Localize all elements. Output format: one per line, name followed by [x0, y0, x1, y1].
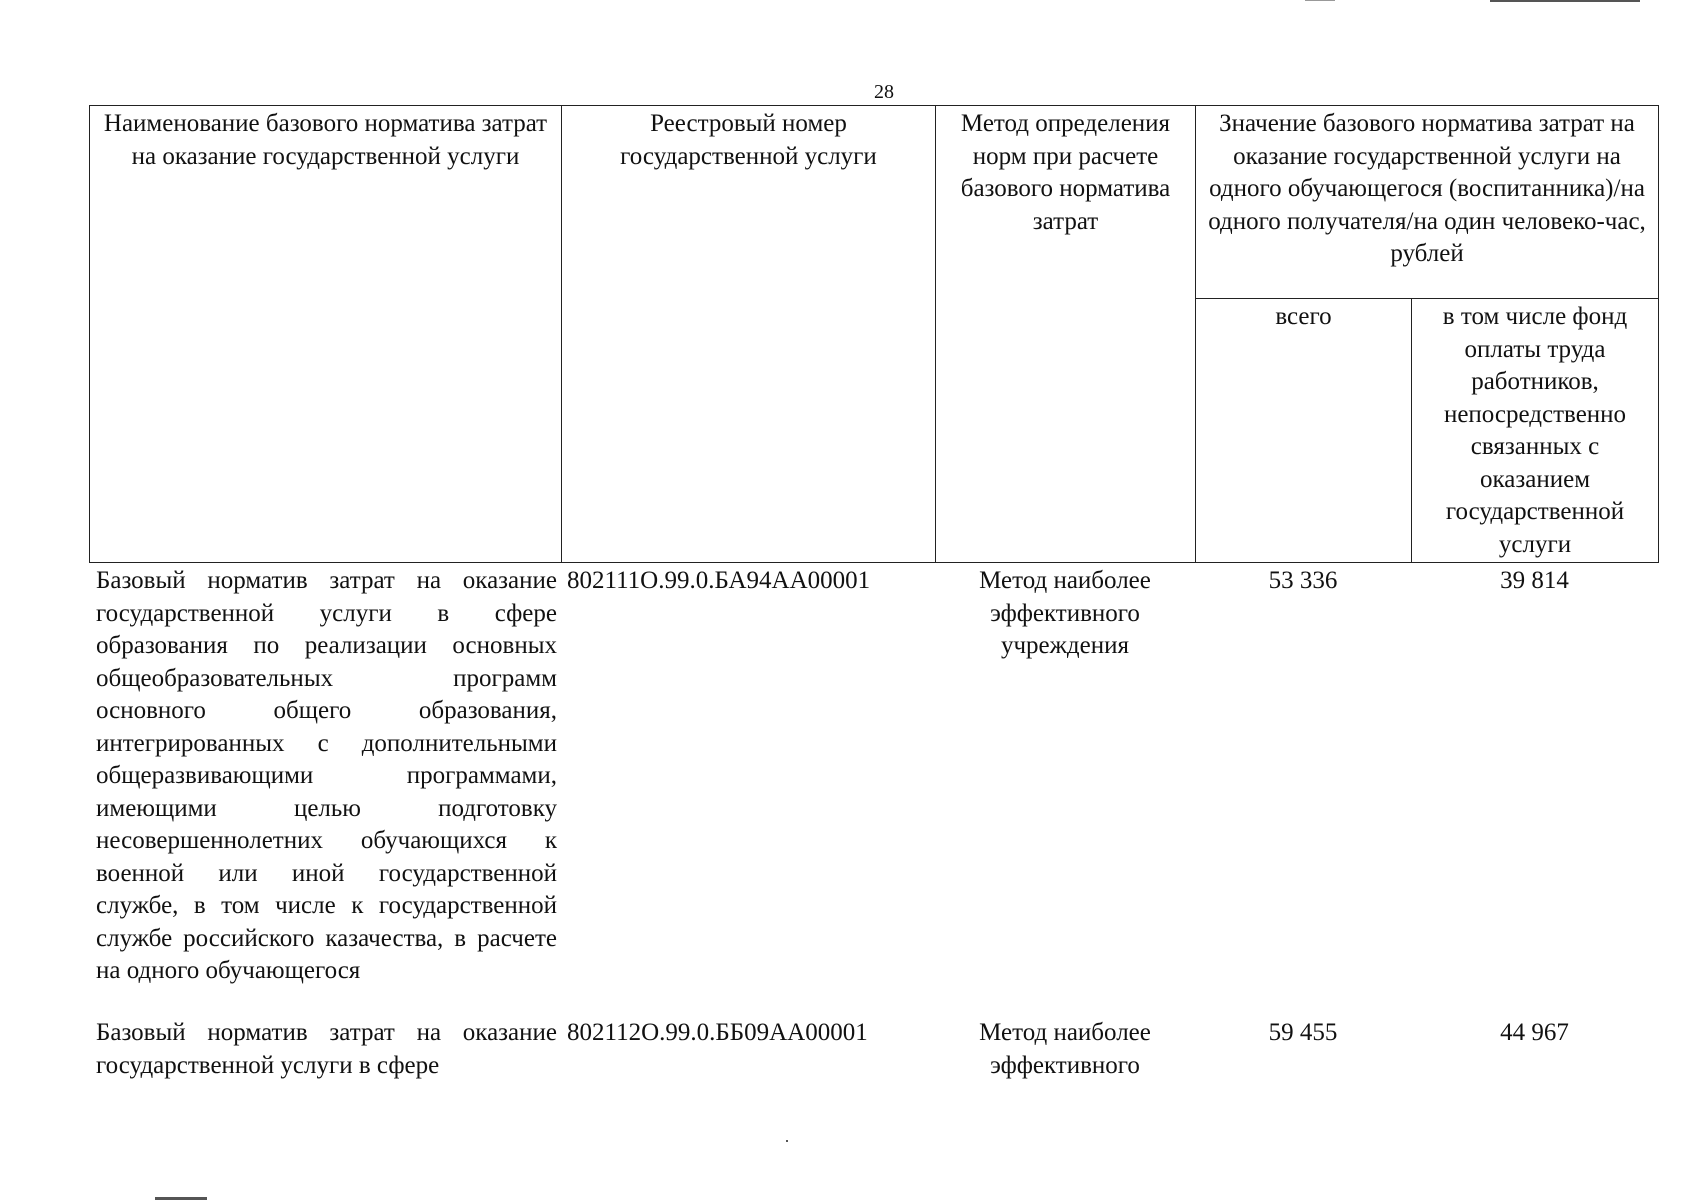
header-registry: Реестровый номер государственной услуги	[562, 106, 936, 563]
row-method: Метод наиболее эффективного	[979, 1019, 1151, 1079]
table-header	[89, 105, 1659, 563]
scan-dot	[786, 1140, 788, 1142]
scan-mark-top-right	[1490, 0, 1640, 2]
header-value-group: Значение базового норматива затрат на оказание государственной услуги на одного обучающегося (воспитанника)/на одного получателя/на один человеко-час, рублей	[1196, 106, 1659, 299]
row-total: 53 336	[1268, 567, 1338, 594]
row-name: Базовый норматив затрат на оказание государственной услуги в сфере образования по реализации основных общеобразовательных программ основного общего образования, интегрированных с дополнительными общеразвивающими программами, имеющими целью подготовку несовершеннолетних обучающихся к военной или иной государственной службе, в том числе к государственной службе российского казачества, в расчете на одного обучающегося	[96, 567, 557, 984]
scan-mark-top-right-short	[1305, 0, 1335, 1]
row-total: 59 455	[1268, 1019, 1338, 1046]
row-payroll: 39 814	[1500, 567, 1569, 594]
table-row	[89, 563, 1658, 1015]
row-payroll: 44 967	[1500, 1019, 1569, 1046]
row-registry: 802112О.99.0.ББ09АА00001	[567, 1019, 868, 1046]
table-body	[89, 563, 1658, 1082]
header-method: Метод определения норм при расчете базового норматива затрат	[936, 106, 1196, 563]
table-row	[89, 1015, 1658, 1082]
header-payroll: в том числе фонд оплаты труда работников, непосредственно связанных с оказанием государственной услуги	[1412, 299, 1659, 563]
page-number: 28	[874, 81, 894, 103]
row-name: Базовый норматив затрат на оказание государственной услуги в сфере	[96, 1019, 557, 1079]
header-name: Наименование базового норматива затрат на оказание государственной услуги	[90, 106, 562, 563]
row-registry: 802111О.99.0.БА94АА00001	[567, 567, 871, 594]
header-total: всего	[1196, 299, 1412, 563]
row-method: Метод наиболее эффективного учреждения	[979, 567, 1151, 659]
